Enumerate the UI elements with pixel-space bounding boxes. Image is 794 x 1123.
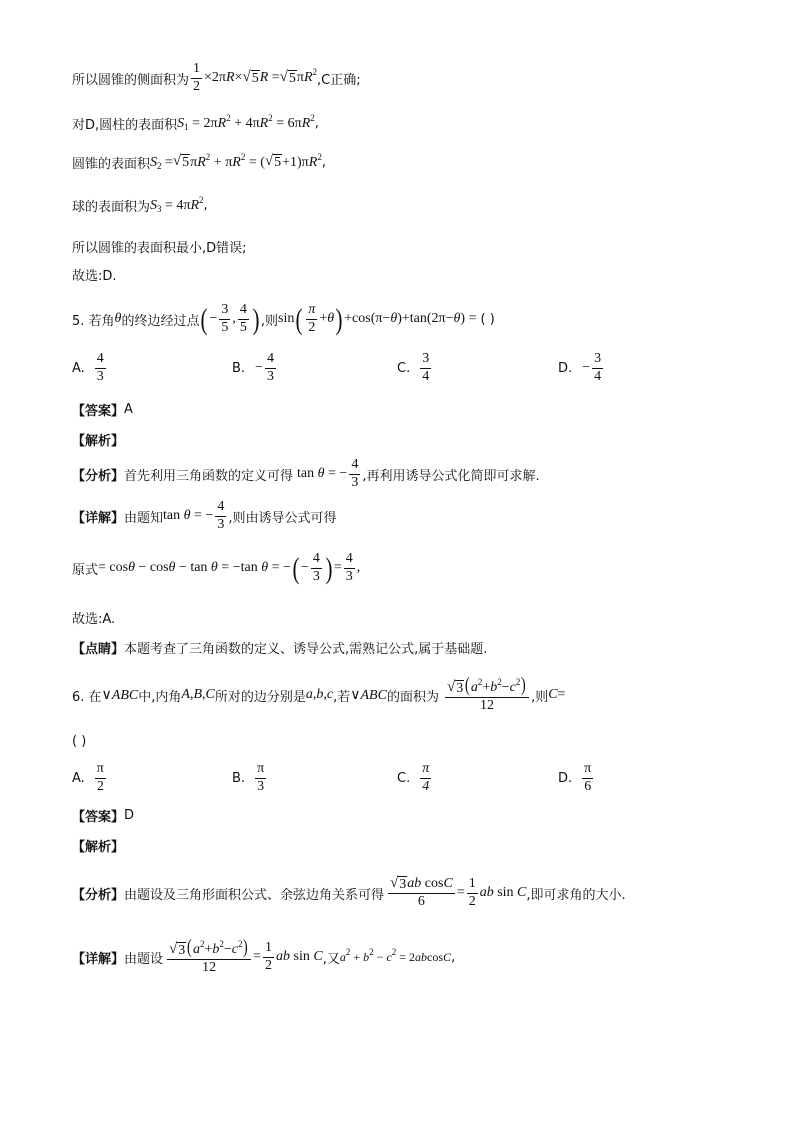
option-label: D. [558, 360, 573, 376]
text: ,若 [333, 689, 351, 705]
q6-analysis [72, 836, 124, 855]
q5-option-d: D. − $\frac{3}{4}$ [558, 351, 602, 384]
q5-xiangjie: 【详解】 由题知 tan θ = − $\frac{4}{3}$ ,则由诱导公式可得 [72, 499, 337, 532]
q6-option-c: C. $\frac{\pi}{4}$ [397, 761, 430, 794]
text: ,C正确; [317, 72, 361, 88]
line-conclusion [72, 237, 247, 256]
line-cone-lateral-area: 所以圆锥的侧面积为 $\frac{1}{2}$ ×2πR× √ 5 R = √ 5 $\pi R^2$ ,C正确; [72, 61, 361, 94]
text: ,又 [322, 951, 340, 967]
fraction-half: $\frac{1}{2}$ [193, 61, 201, 94]
q5-dianjing [72, 638, 487, 657]
text: 所对的边分别是 [214, 689, 306, 705]
option-label: A. [72, 360, 85, 376]
answer-label: 【答案】 [72, 404, 125, 419]
text: 圆锥的表面积 [72, 157, 151, 172]
xiangjie-label: 【详解】 [72, 951, 125, 967]
q6-stem: 6. 在 ∨ABC 中,内角 A , B , C 所对的边分别是 a , b , c ,若 ∨ABC 的面积为 √ 3 $(a^2+b^2-c^2)$ 12 ,则 C = [72, 674, 566, 714]
text: ,即可求角的大小. [526, 887, 626, 903]
text: 所以圆锥的侧面积为 [72, 72, 190, 88]
q5-option-a: A. $\frac{4}{3}$ [72, 351, 104, 384]
answer-label: 【答案】 [72, 810, 125, 825]
q6-paren [72, 734, 86, 749]
text: ,则 [531, 689, 549, 705]
q5-option-b: B. − $\frac{4}{3}$ [232, 351, 274, 384]
text: 中,内角 [138, 689, 182, 705]
line-cone-surface: 圆锥的表面积 $S_2$ = √ 5 $\pi R^2 + \pi R^2$ = ( √ 5 $+1)\pi R^2$ , [72, 151, 326, 172]
text: 5. 若角 [72, 313, 115, 329]
q5-choice [72, 608, 115, 627]
analysis-label: 【解析】 [72, 840, 125, 855]
fenxi-label: 【分析】 [72, 887, 125, 903]
answer-paren: ( ) [72, 734, 87, 749]
q5-answer [72, 400, 133, 419]
option-label: D. [558, 770, 573, 786]
sqrt-5: √ 5 [242, 68, 259, 86]
text: 6. 在 [72, 689, 102, 705]
q6-option-b: B. $\frac{\pi}{3}$ [232, 761, 265, 794]
line-cylinder-surface: 对D,圆柱的表面积 $S_1 = 2\pi R^2 + 4\pi R^2 = 6\pi R^2$ , [72, 112, 319, 133]
line-choice-d [72, 265, 117, 284]
xiangjie-label: 【详解】 [72, 510, 125, 526]
text: , [321, 155, 326, 170]
text: , [314, 116, 319, 131]
option-label: C. [397, 770, 411, 786]
q5-option-c: C. $\frac{3}{4}$ [397, 351, 430, 384]
text: 首先利用三角函数的定义可得 [124, 468, 294, 484]
text: 原式 [72, 562, 99, 578]
text: 球的表面积为 [72, 200, 151, 215]
option-label: C. [397, 360, 411, 376]
text: 由题设 [124, 951, 164, 967]
q6-fenxi: 【分析】 由题设及三角形面积公式、余弦边角关系可得 √ 3 ab cosC 6 = $\frac{1}{2}$ ab sin C ,即可求角的大小. [72, 875, 626, 910]
answer-value: A [124, 402, 133, 417]
text: , [203, 198, 208, 213]
text: ,再利用诱导公式化简即可求解. [362, 468, 540, 484]
text: 故选:A. [72, 612, 116, 627]
line-sphere-surface: 球的表面积为 $S_3 = 4\pi R^2$ , [72, 194, 208, 215]
answer-paren: ( ) [480, 311, 495, 327]
text: , [451, 949, 456, 965]
q6-answer [72, 806, 134, 825]
q5-stem: 5. 若角 θ 的终边经过点 ( − $\frac{3}{5}$ , $\frac{4}{5}$ ) ,则 sin ( $\frac{\pi}{2}$ +θ ) +cos(π−θ)+tan(2π−θ) = ( ) [72, 302, 495, 336]
q6-xiangjie: 【详解】 由题设 √ 3 $(a^2+b^2-c^2)$ 12 = $\frac{1}{2}$ ab sin C ,又 $a^2 + b^2 - c^2 = 2abcosC$ , [72, 936, 456, 976]
option-label: A. [72, 770, 85, 786]
option-label: B. [232, 360, 246, 376]
dianjing-label: 【点睛】 [72, 642, 125, 657]
text: 的面积为 [386, 689, 439, 705]
fenxi-label: 【分析】 [72, 468, 125, 484]
text: 由题知 [124, 510, 164, 526]
text: 本题考查了三角函数的定义、诱导公式,需熟记公式,属于基础题. [124, 642, 488, 657]
text: 对D,圆柱的表面积 [72, 118, 178, 133]
answer-value: D [124, 808, 135, 823]
text: ,则 [260, 313, 278, 329]
text: 所以圆锥的表面积最小,D错误; [72, 241, 247, 256]
q5-derivation: 原式 = cosθ − cosθ − tan θ = −tan θ = − ( − $\frac{4}{3}$ ) = $\frac{4}{3}$ , [72, 551, 361, 585]
text: 的终边经过点 [121, 313, 200, 329]
text: 由题设及三角形面积公式、余弦边角关系可得 [124, 887, 385, 903]
q5-analysis [72, 430, 124, 449]
text: ,则由诱导公式可得 [228, 510, 337, 526]
q6-option-d: D. $\frac{\pi}{6}$ [558, 761, 592, 794]
analysis-label: 【解析】 [72, 434, 125, 449]
q6-option-a: A. $\frac{\pi}{2}$ [72, 761, 104, 794]
text: 故选:D. [72, 269, 117, 284]
q5-fenxi: 【分析】 首先利用三角函数的定义可得 tan θ = − $\frac{4}{3}$ ,再利用诱导公式化简即可求解. [72, 457, 540, 490]
option-label: B. [232, 770, 246, 786]
